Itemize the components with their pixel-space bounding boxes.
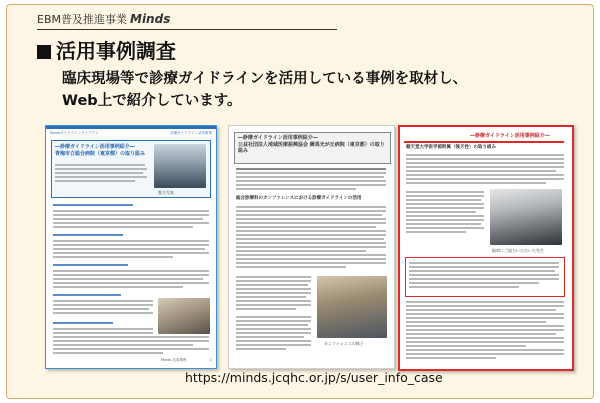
text-line xyxy=(53,252,209,254)
brand-name: Minds xyxy=(130,12,171,26)
text-line xyxy=(406,337,564,339)
section-title-text: 活用事例調査 xyxy=(56,39,176,63)
text-line xyxy=(406,317,564,319)
text-line xyxy=(406,154,564,156)
text-line xyxy=(53,274,209,276)
text-line xyxy=(55,180,135,182)
conference-photo xyxy=(317,276,387,338)
text-line xyxy=(406,203,484,205)
text-line xyxy=(236,288,311,290)
text-line xyxy=(406,199,481,201)
text-line xyxy=(236,304,311,306)
text-line xyxy=(406,305,564,307)
meeting-photo xyxy=(158,298,210,334)
text-line xyxy=(236,348,286,350)
text-line xyxy=(53,344,193,346)
banner-divider xyxy=(404,141,564,143)
text-line xyxy=(236,296,306,298)
text-line xyxy=(236,336,304,338)
text-line xyxy=(53,210,209,212)
text-line xyxy=(406,174,564,176)
doc-title-line-1: ―診療ガイドライン活用事例紹介― xyxy=(238,135,318,141)
text-line xyxy=(55,172,143,174)
doc-title-line-1: ―診療ガイドライン活用事例紹介― xyxy=(55,144,135,150)
case-document-1[interactable] xyxy=(45,125,217,369)
group-photo xyxy=(154,144,206,188)
header-divider xyxy=(37,29,337,30)
text-line xyxy=(53,312,153,314)
text-line xyxy=(406,223,481,225)
text-line xyxy=(53,270,209,272)
text-line xyxy=(53,352,163,354)
text-line xyxy=(236,280,311,282)
square-bullet-icon xyxy=(37,45,51,59)
text-line xyxy=(406,162,564,164)
doc-title-line-2: 青梅市立総合病院（東京都）の取り組み xyxy=(55,150,146,157)
text-line xyxy=(53,348,209,350)
text-line xyxy=(409,282,539,284)
text-line xyxy=(406,182,546,184)
text-line xyxy=(236,214,382,216)
text-line xyxy=(406,321,546,323)
text-line xyxy=(53,282,209,284)
text-line xyxy=(409,286,519,288)
text-line xyxy=(236,234,386,236)
text-line xyxy=(236,242,386,244)
text-line xyxy=(406,158,564,160)
page-number: 1 xyxy=(209,358,212,362)
description xyxy=(62,68,582,112)
text-line xyxy=(236,206,386,208)
program-name: EBM普及推進事業 xyxy=(37,13,127,26)
doc-subtitle: 順天堂大学医学部附属（後天性）の取り組み xyxy=(406,145,496,150)
doc-meta-right: 診療ガイドライン活用事例 xyxy=(170,131,212,135)
text-line xyxy=(236,180,386,182)
text-line xyxy=(53,256,173,258)
text-line xyxy=(406,313,564,315)
text-line xyxy=(236,250,366,252)
doc-title-line-2: 公益社団法人地域医療振興協会 練馬光が丘病院（東京都）の取り組み xyxy=(238,141,385,154)
text-line xyxy=(53,336,209,338)
text-line xyxy=(53,278,203,280)
text-line xyxy=(53,248,205,250)
text-line xyxy=(236,276,311,278)
photo-caption: カンファレンスの様子 xyxy=(324,341,364,346)
case-document-3[interactable] xyxy=(398,125,574,371)
text-line xyxy=(236,324,308,326)
text-line xyxy=(53,328,153,330)
text-line xyxy=(406,219,484,221)
text-line xyxy=(236,340,311,342)
subheading-line xyxy=(53,322,113,324)
text-line xyxy=(406,357,496,359)
info-panel xyxy=(6,4,594,399)
text-line xyxy=(236,210,386,212)
text-line xyxy=(55,176,147,178)
text-line xyxy=(406,349,564,351)
text-line xyxy=(406,211,476,213)
case-document-2[interactable] xyxy=(228,125,395,369)
text-line xyxy=(406,178,564,180)
text-line xyxy=(236,284,308,286)
program-header xyxy=(37,11,170,27)
text-line xyxy=(236,262,386,264)
text-line xyxy=(236,226,376,228)
text-line xyxy=(53,300,153,302)
text-line xyxy=(236,344,311,346)
text-line xyxy=(406,170,556,172)
doc-section-heading: 総合診療科のカンファレンスにおける診療ガイドラインの活用 xyxy=(236,196,362,201)
text-line xyxy=(236,230,386,232)
text-line xyxy=(236,168,386,170)
text-line xyxy=(53,308,149,310)
text-line xyxy=(53,222,209,224)
text-line xyxy=(406,345,526,347)
text-line xyxy=(53,218,203,220)
text-line xyxy=(236,292,311,294)
text-line xyxy=(406,191,484,193)
text-line xyxy=(406,227,484,229)
text-line xyxy=(409,262,559,264)
doc-title xyxy=(238,135,386,155)
text-line xyxy=(406,301,564,303)
interview-photo xyxy=(490,189,562,245)
text-line xyxy=(53,340,209,342)
text-line xyxy=(406,195,484,197)
text-line xyxy=(236,300,311,302)
text-line xyxy=(53,244,209,246)
text-line xyxy=(53,304,153,306)
text-line xyxy=(53,332,153,334)
text-line xyxy=(55,168,147,170)
subheading-line xyxy=(53,264,128,266)
text-line xyxy=(53,286,183,288)
text-line xyxy=(409,274,559,276)
text-line xyxy=(236,246,386,248)
case-page-link[interactable]: https://minds.jcqhc.or.jp/s/user_info_case xyxy=(185,370,443,385)
text-line xyxy=(406,215,484,217)
text-line xyxy=(409,278,559,280)
text-line xyxy=(53,226,193,228)
text-line xyxy=(236,266,346,268)
text-line xyxy=(406,325,564,327)
text-line xyxy=(236,222,386,224)
text-line xyxy=(409,270,555,272)
subheading-line xyxy=(53,294,121,296)
text-line xyxy=(406,207,484,209)
text-line xyxy=(406,353,564,355)
text-line xyxy=(406,333,556,335)
doc-footer: Minds 活用事例 xyxy=(161,358,187,362)
description-line-2: Web上で紹介しています。 xyxy=(62,93,242,109)
photo-caption: 集合写真 xyxy=(158,190,174,195)
text-line xyxy=(236,316,311,318)
description-line-1: 臨床現場等で診療ガイドラインを活用している事例を取材し、 xyxy=(62,71,468,87)
doc-banner: ―診療ガイドライン活用事例紹介― xyxy=(470,133,550,139)
text-line xyxy=(236,258,386,260)
text-line xyxy=(236,328,311,330)
doc-header-bar xyxy=(46,126,216,129)
doc-meta-left: Mindsガイドラインライブラリ xyxy=(50,131,99,135)
text-line xyxy=(406,341,564,343)
text-line xyxy=(406,166,564,168)
text-line xyxy=(236,308,296,310)
text-line xyxy=(406,231,466,233)
text-line xyxy=(406,329,564,331)
text-line xyxy=(409,266,559,268)
text-line xyxy=(236,172,386,174)
photo-caption: 取材にご協力いただいた先生 xyxy=(492,248,544,253)
text-line xyxy=(236,320,311,322)
text-line xyxy=(236,332,311,334)
subheading-line xyxy=(53,234,123,236)
text-line xyxy=(55,164,145,166)
text-line xyxy=(236,188,356,190)
doc-title xyxy=(55,144,150,157)
subheading-line xyxy=(53,204,133,206)
text-line xyxy=(236,218,386,220)
text-line xyxy=(236,184,386,186)
text-line xyxy=(236,176,384,178)
text-line xyxy=(53,240,209,242)
section-title xyxy=(37,35,176,64)
text-line xyxy=(236,238,384,240)
text-line xyxy=(53,214,209,216)
text-line xyxy=(236,254,386,256)
text-line xyxy=(406,309,556,311)
